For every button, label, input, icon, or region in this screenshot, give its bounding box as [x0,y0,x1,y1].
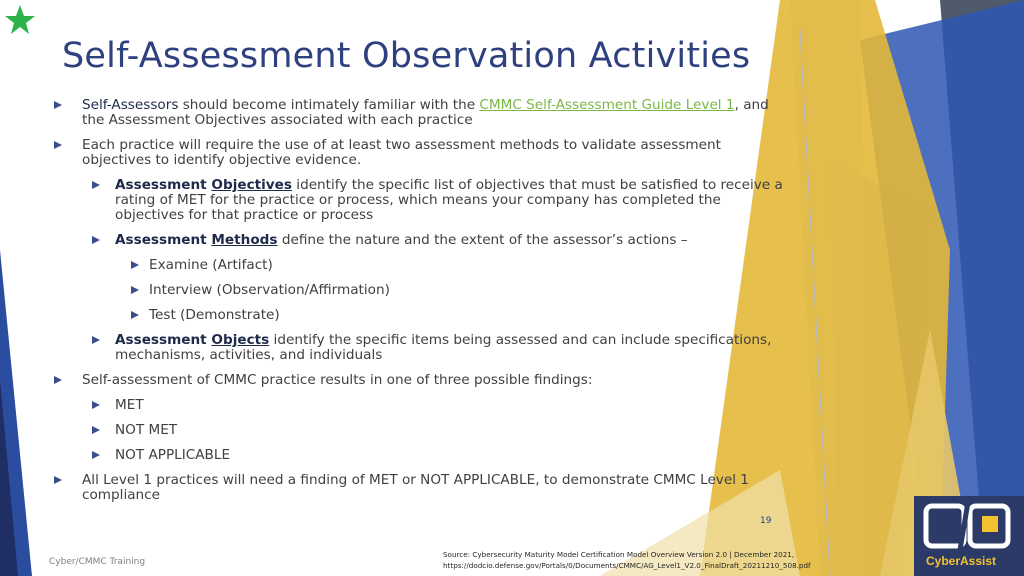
list-item [52,258,792,273]
bullet-arrow-icon [92,236,100,244]
footer-label: Cyber/CMMC Training [49,557,146,567]
bullet-each-practice [52,138,792,168]
method-interview: Interview (Observation/Affirmation) [149,282,390,298]
term-objectives: Objectives [211,177,292,193]
bullet-arrow-icon [92,401,100,409]
bullet-arrow-icon [54,476,62,484]
bullet-level1-finding [52,473,792,503]
bullet-arrow-icon [54,141,62,149]
list-item [52,423,792,438]
finding-not-applicable: NOT APPLICABLE [115,447,231,463]
bullet-arrow-icon [131,261,139,269]
source-citation [443,549,811,571]
term-label: Assessment [115,232,212,248]
bullet-arrow-icon [92,426,100,434]
page-title: Self-Assessment Observation Activities [62,36,751,76]
bullet-arrow-icon [131,286,139,294]
list-item [52,308,792,323]
list-item [52,283,792,298]
bullet-arrow-icon [54,101,62,109]
bullet-arrow-icon [54,376,62,384]
source-line-2: https://dodcio.defense.gov/Portals/0/Documents/CMMC/AG_Level1_V2.0_FinalDraft_20211210_508.pdf [443,561,811,570]
term-self-assessors: Self-Assessors [82,97,179,113]
bullet-findings [52,373,792,388]
bullet-arrow-icon [92,181,100,189]
finding-not-met: NOT MET [115,422,178,438]
bullet-text: Each practice will require the use of at least two assessment methods to validate assessment objectives to identify objective evidence. [82,137,721,168]
bullet-list [52,98,792,503]
bullet-arrow-icon [92,336,100,344]
bullet-text: define the nature and the extent of the assessor’s actions – [277,232,688,248]
list-item [52,448,792,463]
star-icon [4,4,36,36]
source-line-1: Source: Cybersecurity Maturity Model Certification Model Overview Version 2.0 | December 2021, [443,550,795,559]
method-examine: Examine (Artifact) [149,257,273,273]
bullet-text: should become intimately familiar with the [178,97,480,113]
bullet-assessment-methods [52,233,792,248]
finding-met: MET [115,397,144,413]
term-label: Assessment [115,332,212,348]
term-methods: Methods [211,232,278,248]
bullet-assessment-objectives [52,178,792,223]
bullet-arrow-icon [131,311,139,319]
bullet-assessment-objects [52,333,792,363]
bullet-text: identify the specific items being assessed and can include specifications, mechanisms, activities, and individuals [115,332,772,363]
bullet-self-assessors [52,98,792,128]
list-item [52,398,792,413]
logo-text: CyberAssist [926,554,997,568]
page-number: 19 [760,516,772,526]
method-test: Test (Demonstrate) [149,307,280,323]
bullet-arrow-icon [92,451,100,459]
bullet-text: identify the specific list of objectives that must be satisfied to receive a rating of MET for the practice or process, which means your company has completed the objectives for that practice or process [115,177,783,223]
term-objects: Objects [211,332,270,348]
bullet-text: Self-assessment of CMMC practice results in one of three possible findings: [82,372,593,388]
bullet-text: , and the Assessment Objectives associated with each practice [82,97,769,128]
bullet-text: All Level 1 practices will need a finding of MET or NOT APPLICABLE, to demonstrate CMMC Level 1 compliance [82,472,749,503]
term-label: Assessment [115,177,212,193]
guide-link[interactable]: CMMC Self-Assessment Guide Level 1 [479,97,735,113]
